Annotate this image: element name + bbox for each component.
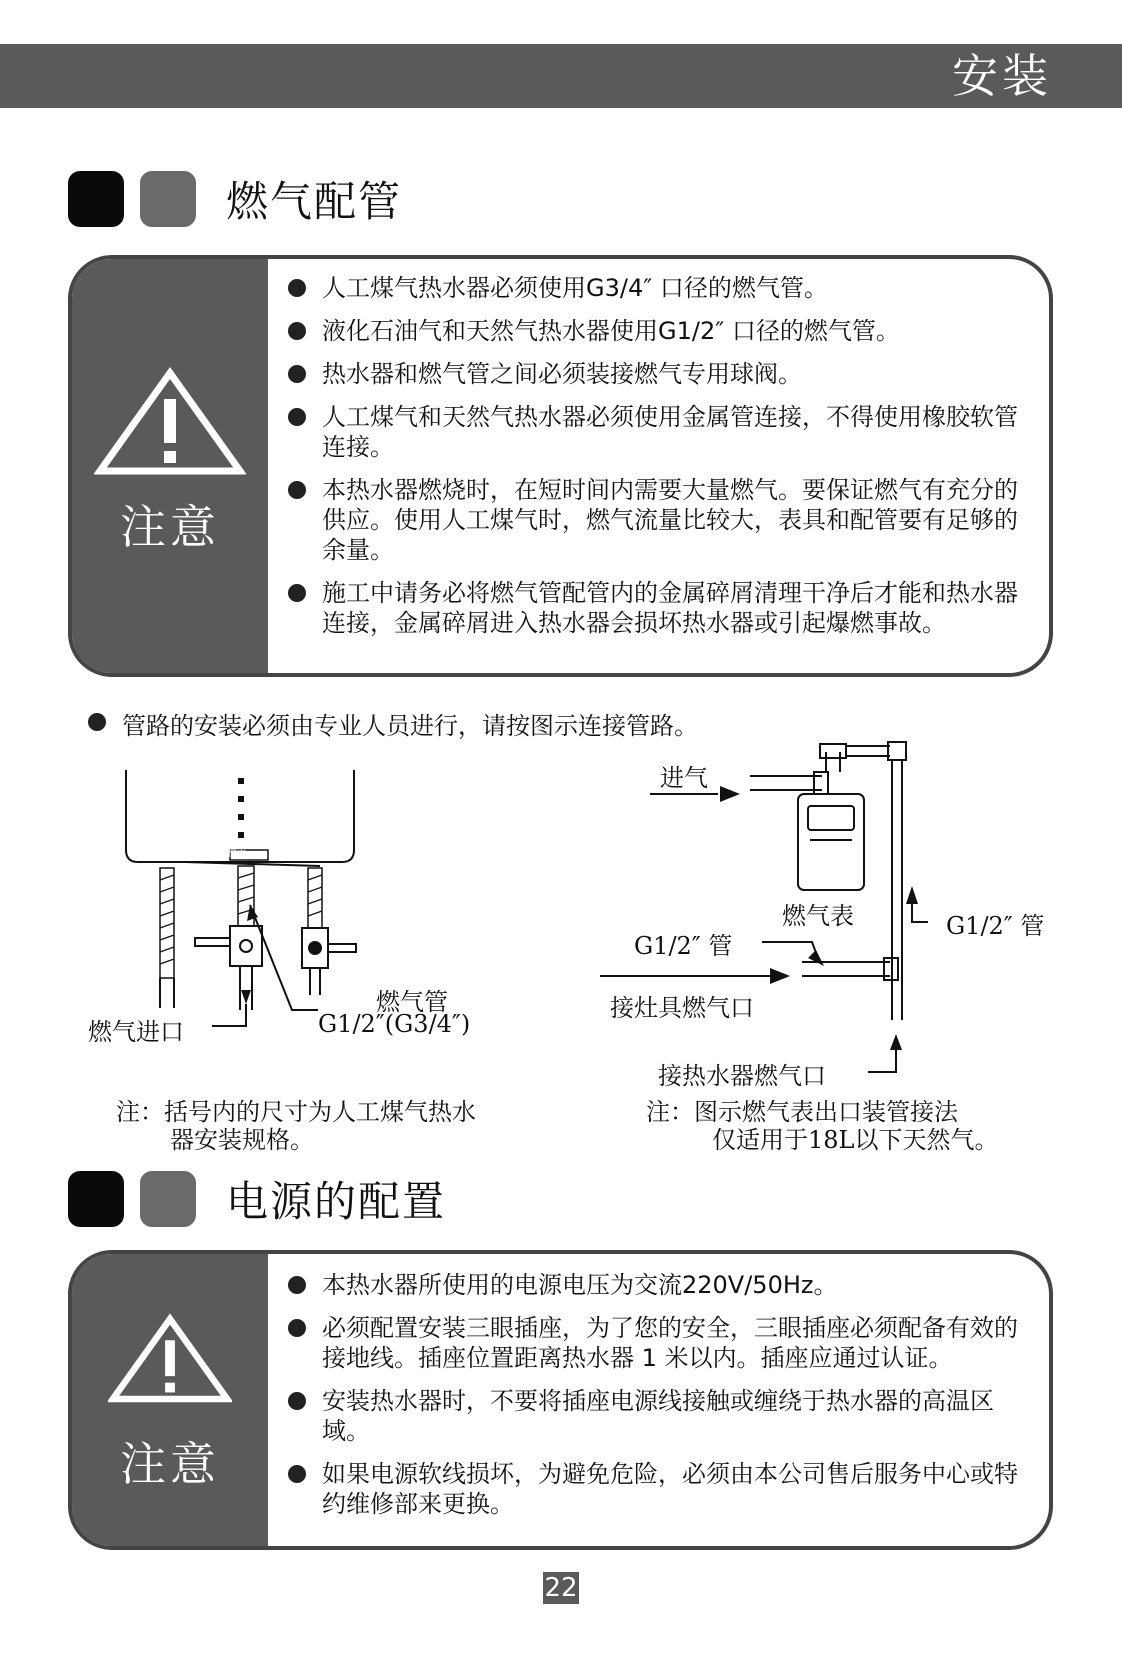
list-item: 本热水器所使用的电源电压为交流220V/50Hz。 [286, 1270, 1031, 1300]
pipe-install-note: 管路的安装必须由专业人员进行，请按图示连接管路。 [88, 706, 698, 741]
warning-triangle-icon [94, 367, 246, 477]
list-item: 本热水器燃烧时，在短时间内需要大量燃气。要保证燃气有充分的供应。使用人工煤气时，燃气流量比较大，表具和配管要有足够的余量。 [286, 475, 1031, 565]
meter-label: 燃气表 [782, 902, 854, 930]
note-line: 注：括号内的尺寸为人工煤气热水 [116, 1098, 476, 1126]
heater-inlet-label: 接热水器燃气口 [658, 1062, 826, 1090]
power-notice-list [286, 1270, 1031, 1532]
gray-square-icon [140, 1171, 196, 1227]
gas-inlet-label: 燃气进口 [88, 1018, 184, 1046]
notice-label: 注意 [120, 1437, 220, 1491]
power-notice-box [68, 1250, 1053, 1550]
note-line: 注：图示燃气表出口装管接法 [646, 1098, 958, 1126]
right-diagram-note [646, 1098, 998, 1154]
gas-pipe-label: 燃气管 [376, 988, 448, 1016]
gas-pipe-size-label: G1/2″(G3/4″) [318, 1010, 471, 1038]
gas-section-heading: 燃气配管 [226, 177, 403, 226]
stove-label: 接灶具燃气口 [610, 994, 754, 1022]
list-item: 热水器和燃气管之间必须装接燃气专用球阀。 [286, 359, 1031, 389]
list-item: 人工煤气热水器必须使用G3/4″ 口径的燃气管。 [286, 273, 1031, 303]
page-number: 22 [544, 1573, 578, 1603]
gas-notice-list [286, 273, 1031, 651]
power-section-heading: 电源的配置 [226, 1177, 447, 1226]
list-item: 必须配置安装三眼插座，为了您的安全，三眼插座必须配备有效的接地线。插座位置距离热水器 1 米以内。插座应通过认证。 [286, 1313, 1031, 1373]
pipe-right-label: G1/2″ 管 [946, 912, 1045, 940]
brand-badge: 樱雪 [228, 849, 247, 859]
gas-section-title [68, 168, 402, 230]
list-item: 施工中请务必将燃气管配管内的金属碎屑清理干净后才能和热水器连接，金属碎屑进入热水器会损坏热水器或引起爆燃事故。 [286, 578, 1031, 638]
list-item: 如果电源软线损坏，为避免危险，必须由本公司售后服务中心或特约维修部来更换。 [286, 1459, 1031, 1519]
pipe-left-label: G1/2″ 管 [634, 932, 733, 960]
gas-notice-box [68, 255, 1053, 677]
notice-sidebar [72, 259, 268, 673]
note-line: 器安装规格。 [170, 1126, 314, 1154]
list-item: 人工煤气和天然气热水器必须使用金属管连接，不得使用橡胶软管连接。 [286, 402, 1031, 462]
list-item: 安装热水器时，不要将插座电源线接触或缠绕于热水器的高温区域。 [286, 1386, 1031, 1446]
black-square-icon [68, 171, 124, 227]
power-section-title [68, 1168, 446, 1230]
list-item: 液化石油气和天然气热水器使用G1/2″ 口径的燃气管。 [286, 316, 1031, 346]
black-square-icon [68, 1171, 124, 1227]
header-bar [0, 44, 1122, 108]
left-diagram-note [116, 1098, 476, 1154]
gray-square-icon [140, 171, 196, 227]
notice-label: 注意 [120, 500, 220, 554]
warning-triangle-icon [108, 1310, 232, 1408]
header-title: 安装 [952, 49, 1052, 103]
notice-sidebar [72, 1254, 268, 1546]
inlet-label: 进气 [660, 764, 708, 792]
note-line: 仅适用于18L以下天然气。 [712, 1126, 999, 1154]
